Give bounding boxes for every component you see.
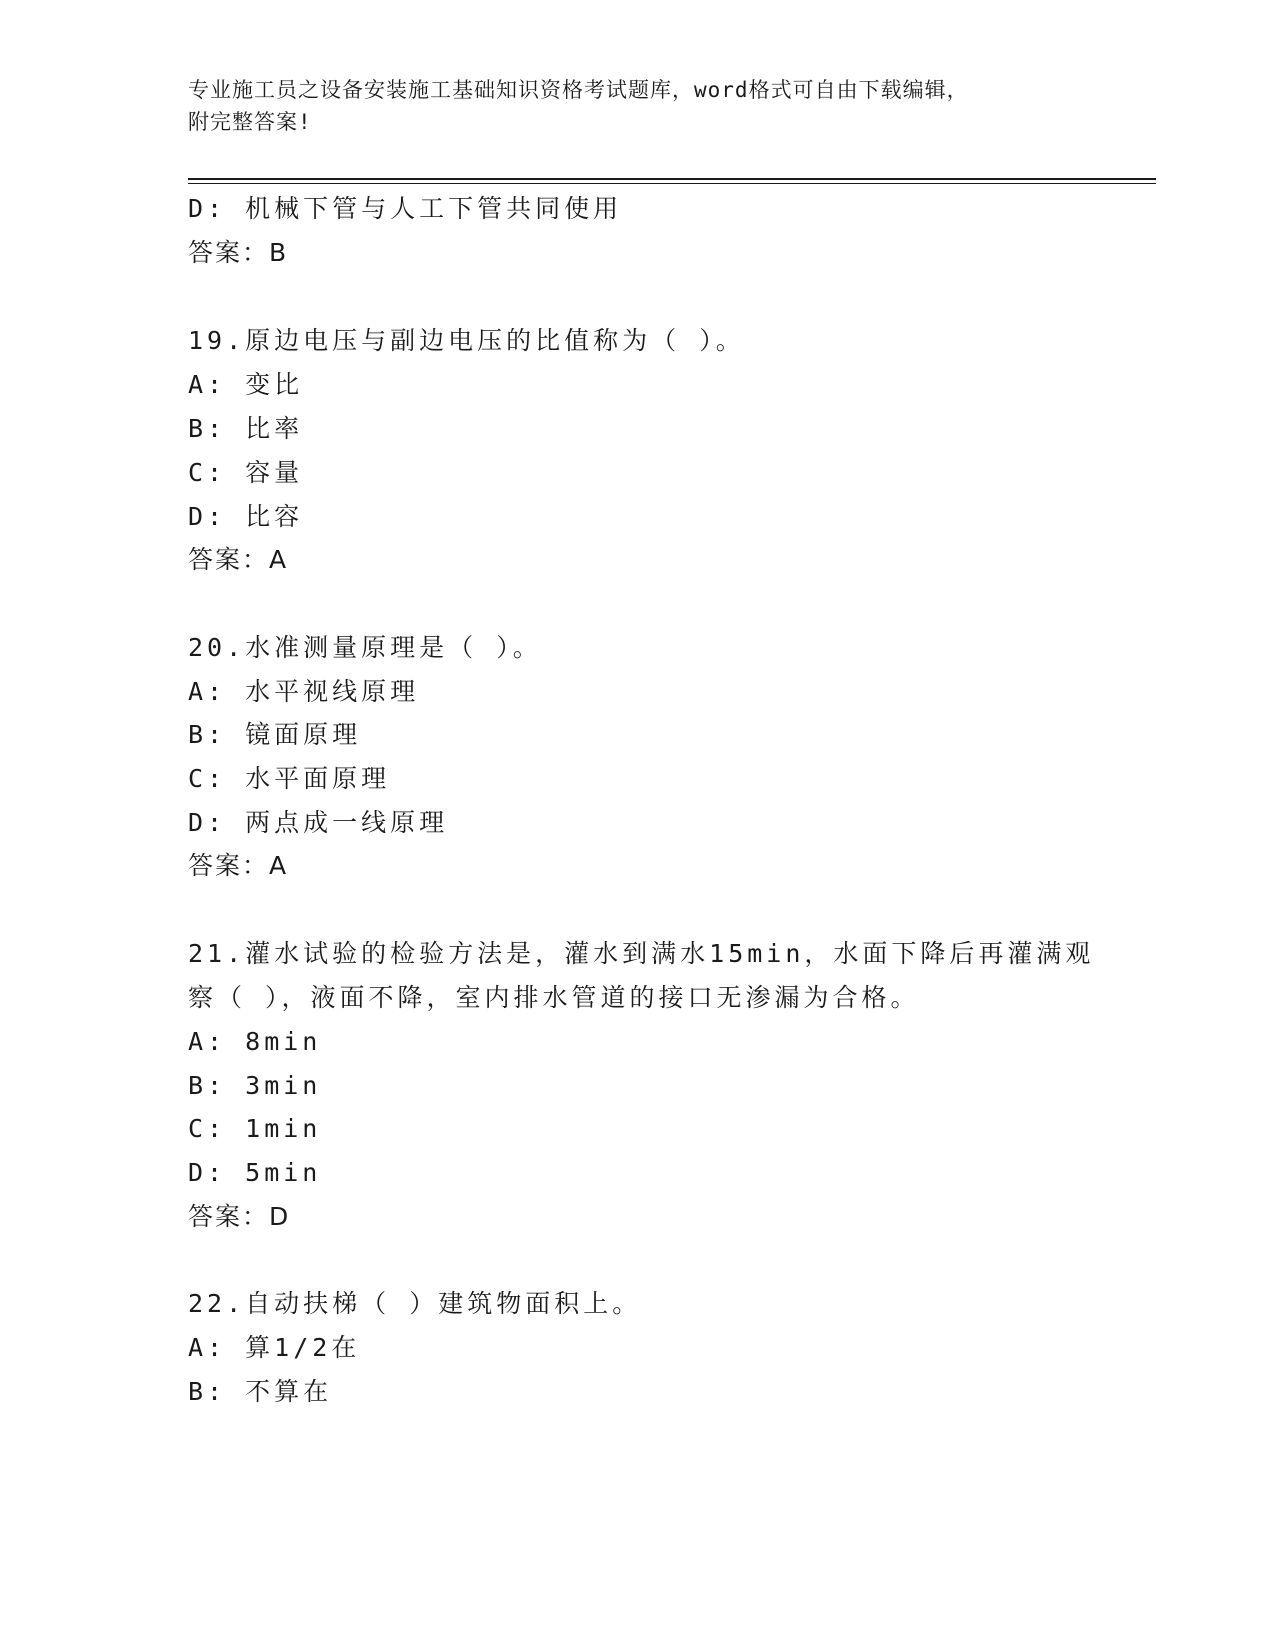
- q20-option-b: B: 镜面原理: [188, 720, 362, 749]
- q22-question: 22.自动扶梯（ ）建筑物面积上。: [188, 1289, 642, 1318]
- q19-question: 19.原边电压与副边电压的比值称为（ ）。: [188, 326, 745, 355]
- q19-option-b: B: 比率: [188, 414, 304, 443]
- q20-option-a: A: 水平视线原理: [188, 677, 420, 706]
- q21-answer: 答案：D: [188, 1202, 291, 1231]
- header-divider-thin: [188, 183, 1156, 184]
- q21-option-b: B: 3min: [188, 1071, 322, 1100]
- q22-option-b: B: 不算在: [188, 1377, 333, 1406]
- q20-option-d: D: 两点成一线原理: [188, 808, 449, 837]
- q22-option-a: A: 算1/2在: [188, 1333, 361, 1362]
- q21-option-d: D: 5min: [188, 1158, 322, 1187]
- q20-option-c: C: 水平面原理: [188, 764, 391, 793]
- q19-option-c: C: 容量: [188, 458, 304, 487]
- q19-option-a: A: 变比: [188, 370, 304, 399]
- q19-answer: 答案：A: [188, 545, 289, 574]
- q20-question: 20.水准测量原理是（ ）。: [188, 633, 542, 662]
- q19-option-d: D: 比容: [188, 502, 304, 531]
- q21-question-line-2: 察（ ），液面不降，室内排水管道的接口无渗漏为合格。: [188, 983, 920, 1012]
- header-title-line-2: 附完整答案!: [188, 110, 312, 134]
- header-divider-thick: [188, 178, 1156, 180]
- q18-answer: 答案：B: [188, 238, 289, 267]
- q21-option-c: C: 1min: [188, 1114, 322, 1143]
- q20-answer: 答案：A: [188, 851, 289, 880]
- document-header: [188, 74, 1088, 138]
- header-title-line-1: 专业施工员之设备安装施工基础知识资格考试题库，word格式可自由下载编辑，: [188, 78, 969, 102]
- q18-option-d: D: 机械下管与人工下管共同使用: [188, 194, 623, 223]
- q21-option-a: A: 8min: [188, 1027, 322, 1056]
- q21-question-line-1: 21.灌水试验的检验方法是，灌水到满水15min，水面下降后再灌满观: [188, 939, 1095, 968]
